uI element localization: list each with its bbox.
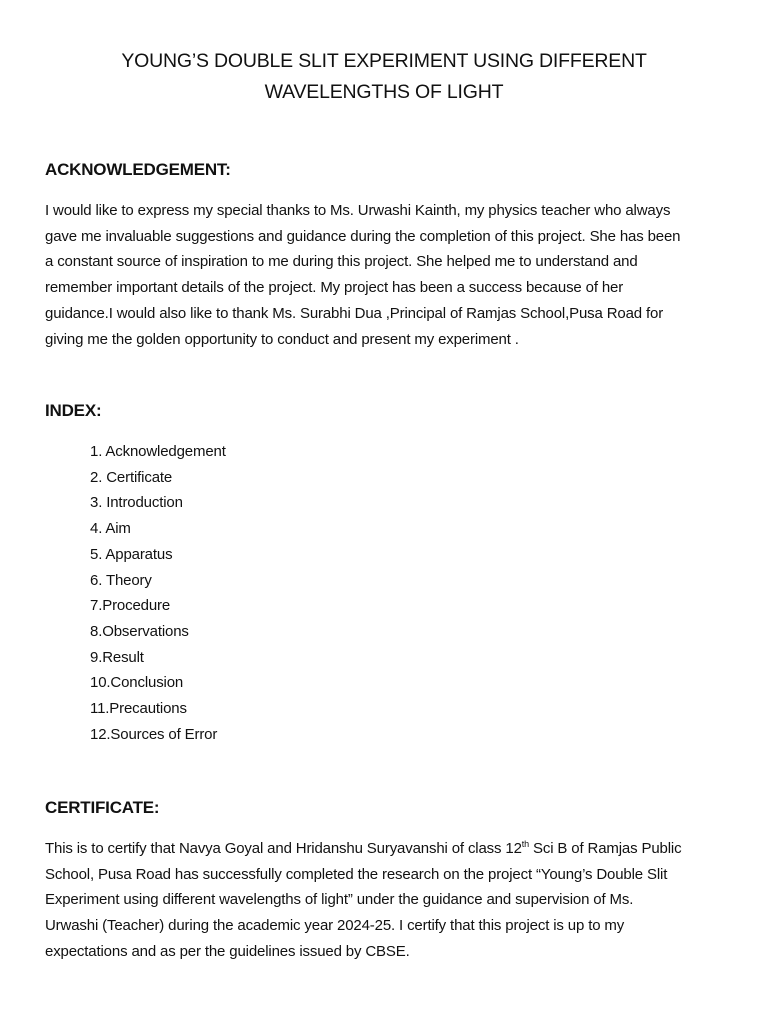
index-item: 3. Introduction	[90, 494, 183, 512]
acknowledgement-paragraph	[45, 198, 735, 352]
acknowledgement-line: a constant source of inspiration to me during this project. She helped me to understand and	[45, 253, 638, 271]
acknowledgement-line: I would like to express my special thanks to Ms. Urwashi Kainth, my physics teacher who always	[45, 202, 671, 219]
certificate-line: School, Pusa Road has successfully completed the research on the project “Young’s Double Slit	[45, 865, 668, 883]
acknowledgement-line: gave me invaluable suggestions and guidance during the completion of this project. She has been	[45, 227, 681, 245]
certificate-line: Urwashi (Teacher) during the academic year 2024-25. I certify that this project is up to my	[45, 917, 625, 935]
certificate-paragraph	[45, 836, 735, 965]
acknowledgement-line: remember important details of the project. My project has been a success because of her	[45, 279, 624, 297]
document-title	[60, 46, 708, 108]
index-list	[90, 439, 226, 747]
index-item: 6. Theory	[90, 571, 152, 589]
certificate-line: expectations and as per the guidelines issued by CBSE.	[45, 942, 410, 960]
index-item: 7.Procedure	[90, 597, 171, 615]
title-line-1: YOUNG’S DOUBLE SLIT EXPERIMENT USING DIFFERENT	[121, 50, 647, 72]
certificate-line: Experiment using different wavelengths of light” under the guidance and supervision of Ms.	[45, 891, 634, 909]
index-item: 12.Sources of Error	[90, 725, 218, 743]
acknowledgement-line: giving me the golden opportunity to conduct and present my experiment .	[45, 330, 519, 348]
index-item: 11.Precautions	[90, 700, 187, 718]
index-item: 8.Observations	[90, 622, 189, 640]
acknowledgement-heading: ACKNOWLEDGEMENT:	[45, 160, 231, 179]
index-heading: INDEX:	[45, 401, 102, 420]
index-item: 10.Conclusion	[90, 674, 184, 692]
certificate-heading: CERTIFICATE:	[45, 798, 160, 817]
index-item: 4. Aim	[90, 520, 131, 538]
index-item: 2. Certificate	[90, 468, 173, 486]
index-item: 1. Acknowledgement	[90, 443, 226, 460]
certificate-line	[45, 836, 735, 862]
index-item: 9.Result	[90, 648, 144, 666]
ordinal-superscript: th	[521, 839, 529, 849]
certificate-line-text: This is to certify that Navya Goyal and Hridanshu Suryavanshi of class 12	[45, 840, 522, 857]
title-line-2: WAVELENGTHS OF LIGHT	[264, 81, 504, 103]
index-item: 5. Apparatus	[90, 545, 173, 563]
certificate-line-text: Sci B of Ramjas Public	[529, 840, 682, 857]
acknowledgement-line: guidance.I would also like to thank Ms. Surabhi Dua ,Principal of Ramjas School,Pusa Road for	[45, 304, 664, 322]
